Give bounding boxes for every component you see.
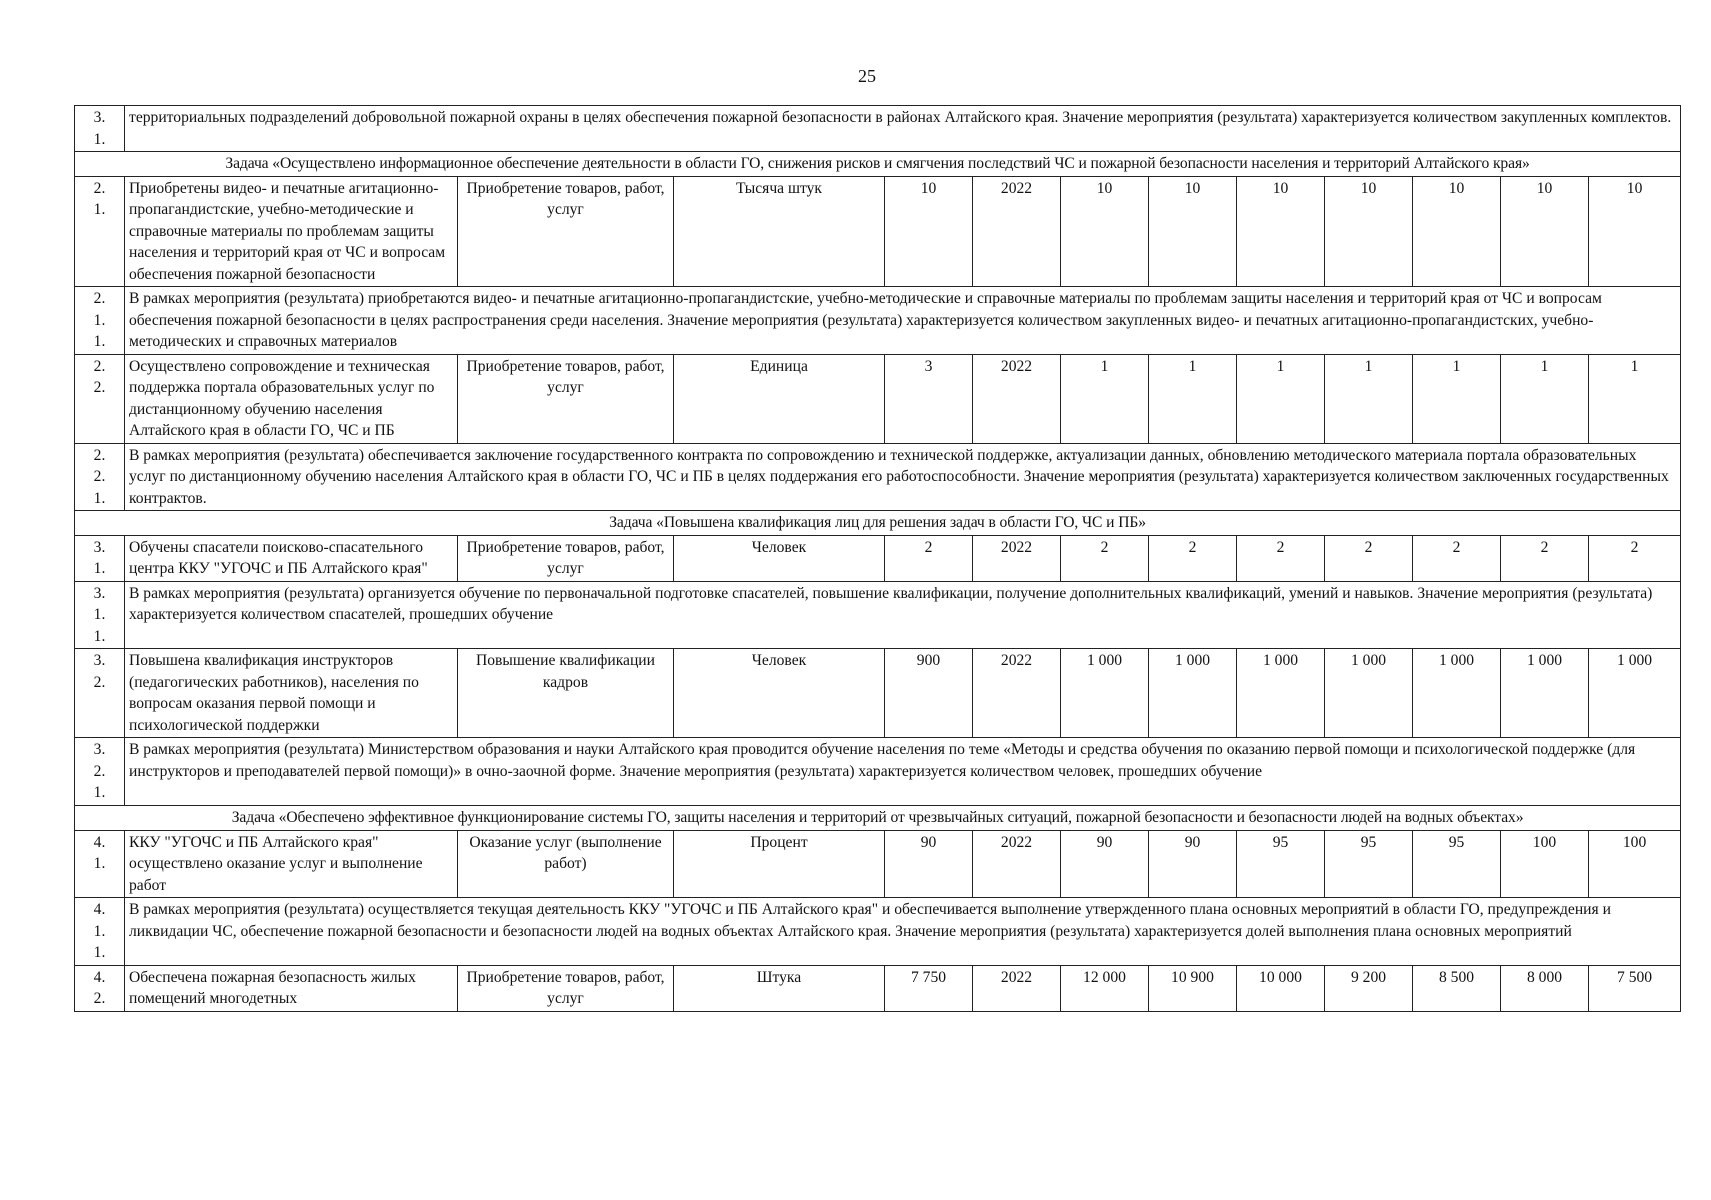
year-value: 10 900	[1149, 965, 1237, 1011]
base-year: 2022	[973, 649, 1061, 738]
year-value: 10	[1061, 176, 1149, 287]
row-number-part: 1.	[93, 784, 106, 802]
description-row	[75, 443, 1681, 511]
year-value: 2	[1149, 535, 1237, 581]
result-description: территориальных подразделений добровольной пожарной охраны в целях обеспечения пожарной безопасности в районах Алтайского края. Значение мероприятия (результата) характеризуется количеством закупленных комплектов.	[125, 106, 1681, 152]
year-value: 1 000	[1237, 649, 1325, 738]
unit-of-measure: Процент	[674, 830, 885, 898]
base-value: 90	[885, 830, 973, 898]
base-year: 2022	[973, 535, 1061, 581]
row-number	[75, 106, 125, 152]
row-number-part: 4.	[93, 901, 106, 919]
result-type: Приобретение товаров, работ, услуг	[458, 354, 674, 443]
row-number	[75, 176, 125, 287]
row-number	[75, 535, 125, 581]
row-number	[75, 287, 125, 355]
base-value: 2	[885, 535, 973, 581]
task-row	[75, 511, 1681, 536]
year-value: 1 000	[1589, 649, 1681, 738]
row-number-part: 1.	[93, 560, 106, 578]
base-value: 3	[885, 354, 973, 443]
row-number	[75, 898, 125, 966]
row-number	[75, 965, 125, 1011]
row-number-part: 3.	[93, 741, 106, 759]
row-number-part: 4.	[93, 833, 106, 851]
description-row	[75, 287, 1681, 355]
row-number-part: 3.	[93, 538, 106, 556]
year-value: 1 000	[1501, 649, 1589, 738]
result-row	[75, 965, 1681, 1011]
year-value: 2	[1501, 535, 1589, 581]
base-value: 10	[885, 176, 973, 287]
row-number-part: 1.	[93, 311, 106, 329]
result-name: Приобретены видео- и печатные агитационно-пропагандистские, учебно-методические и справочные материалы по проблемам защиты населения и территорий края от ЧС и вопросам обеспечения пожарной безопасности	[125, 176, 458, 287]
year-value: 1	[1589, 354, 1681, 443]
result-row	[75, 354, 1681, 443]
year-value: 10	[1237, 176, 1325, 287]
base-year: 2022	[973, 830, 1061, 898]
row-number-part: 2.	[93, 179, 106, 197]
row-number-part: 3.	[93, 109, 106, 126]
row-number-part: 2.	[93, 468, 106, 486]
year-value: 10	[1149, 176, 1237, 287]
indicators-table	[74, 105, 1681, 1012]
task-title: Задача «Повышена квалификация лиц для решения задач в области ГО, ЧС и ПБ»	[75, 511, 1681, 536]
year-value: 10 000	[1237, 965, 1325, 1011]
year-value: 95	[1325, 830, 1413, 898]
row-number-part: 1.	[93, 489, 106, 507]
page-number: 25	[858, 66, 876, 86]
unit-of-measure: Тысяча штук	[674, 176, 885, 287]
base-year: 2022	[973, 354, 1061, 443]
row-number-part: 1.	[93, 201, 106, 219]
year-value: 1 000	[1325, 649, 1413, 738]
row-number-part: 2.	[93, 379, 106, 397]
year-value: 7 500	[1589, 965, 1681, 1011]
result-row	[75, 176, 1681, 287]
year-value: 90	[1061, 830, 1149, 898]
result-name: Обучены спасатели поисково-спасательного центра ККУ "УГОЧС и ПБ Алтайского края"	[125, 535, 458, 581]
result-row	[75, 535, 1681, 581]
row-number-part: 3.	[93, 652, 106, 670]
year-value: 10	[1501, 176, 1589, 287]
result-type: Приобретение товаров, работ, услуг	[458, 965, 674, 1011]
row-number-part: 1.	[93, 922, 106, 940]
row-number-part: 3.	[93, 584, 106, 602]
unit-of-measure: Человек	[674, 649, 885, 738]
year-value: 10	[1413, 176, 1501, 287]
description-row	[75, 898, 1681, 966]
year-value: 90	[1149, 830, 1237, 898]
row-number	[75, 443, 125, 511]
year-value: 2	[1237, 535, 1325, 581]
row-number-part: 2.	[93, 990, 106, 1008]
result-description: В рамках мероприятия (результата) приобретаются видео- и печатные агитационно-пропагандистские, учебно-методические и справочные материалы по проблемам защиты населения и территорий края от ЧС и вопросам обеспечения пожарной безопасности в целях распространения среди населения. Значение мероприятия (результата) характеризуется количеством закупленных видео- и печатных агитационно-пропагандистских, учебно-методических и справочных материалов	[125, 287, 1681, 355]
result-description: В рамках мероприятия (результата) организуется обучение по первоначальной подготовке спасателей, повышение квалификации, получение дополнительных квалификаций, умений и навыков. Значение мероприятия (результата) характеризуется количеством спасателей, прошедших обучение	[125, 581, 1681, 649]
year-value: 1	[1149, 354, 1237, 443]
result-name: Повышена квалификация инструкторов (педагогических работников), населения по вопросам оказания первой помощи и психологической поддержки	[125, 649, 458, 738]
result-row	[75, 830, 1681, 898]
row-number-part: 1.	[93, 944, 106, 962]
year-value: 100	[1501, 830, 1589, 898]
year-value: 10	[1325, 176, 1413, 287]
row-number-part: 4.	[93, 968, 106, 986]
row-number	[75, 738, 125, 806]
row-number	[75, 830, 125, 898]
year-value: 8 500	[1413, 965, 1501, 1011]
row-number-part: 2.	[93, 357, 106, 375]
row-number-part: 2.	[93, 446, 106, 464]
result-description: В рамках мероприятия (результата) обеспечивается заключение государственного контракта по сопровождению и технической поддержке, актуализации данных, обновлению методического материала портала образовательных услуг по дистанционному обучению населения Алтайского края в области ГО, ЧС и ПБ в целях поддержания его работоспособности. Значение мероприятия (результата) характеризуется количеством заключенных государственных контрактов.	[125, 443, 1681, 511]
year-value: 1	[1325, 354, 1413, 443]
year-value: 9 200	[1325, 965, 1413, 1011]
year-value: 1	[1413, 354, 1501, 443]
unit-of-measure: Штука	[674, 965, 885, 1011]
year-value: 95	[1237, 830, 1325, 898]
result-name: Осуществлено сопровождение и техническая поддержка портала образовательных услуг по дистанционному обучению населения Алтайского края в области ГО, ЧС и ПБ	[125, 354, 458, 443]
base-year: 2022	[973, 176, 1061, 287]
task-title: Задача «Обеспечено эффективное функционирование системы ГО, защиты населения и территорий от чрезвычайных ситуаций, пожарной безопасности и безопасности людей на водных объектах»	[75, 805, 1681, 830]
year-value: 2	[1413, 535, 1501, 581]
year-value: 1 000	[1149, 649, 1237, 738]
base-year: 2022	[973, 965, 1061, 1011]
result-name: Обеспечена пожарная безопасность жилых помещений многодетных	[125, 965, 458, 1011]
year-value: 12 000	[1061, 965, 1149, 1011]
unit-of-measure: Единица	[674, 354, 885, 443]
year-value: 2	[1061, 535, 1149, 581]
description-row	[75, 581, 1681, 649]
row-number-part: 1.	[93, 627, 106, 645]
table-body	[75, 106, 1681, 1012]
task-row	[75, 805, 1681, 830]
row-number-part: 2.	[93, 762, 106, 780]
year-value: 100	[1589, 830, 1681, 898]
row-number	[75, 581, 125, 649]
year-value: 1 000	[1413, 649, 1501, 738]
result-type: Приобретение товаров, работ, услуг	[458, 176, 674, 287]
result-name: ККУ "УГОЧС и ПБ Алтайского края" осуществлено оказание услуг и выполнение работ	[125, 830, 458, 898]
task-title: Задача «Осуществлено информационное обеспечение деятельности в области ГО, снижения рисков и смягчения последствий ЧС и пожарной безопасности населения и территорий Алтайского края»	[75, 152, 1681, 177]
row-number-part: 1.	[93, 606, 106, 624]
row-number-part: 1.	[93, 333, 106, 351]
result-type: Повышение квалификации кадров	[458, 649, 674, 738]
row-number	[75, 354, 125, 443]
year-value: 8 000	[1501, 965, 1589, 1011]
year-value: 1	[1501, 354, 1589, 443]
row-number-part: 2.	[93, 290, 106, 308]
row-number	[75, 649, 125, 738]
unit-of-measure: Человек	[674, 535, 885, 581]
year-value: 1	[1237, 354, 1325, 443]
result-type: Приобретение товаров, работ, услуг	[458, 535, 674, 581]
description-row	[75, 106, 1681, 152]
task-row	[75, 152, 1681, 177]
year-value: 1	[1061, 354, 1149, 443]
year-value: 2	[1589, 535, 1681, 581]
result-description: В рамках мероприятия (результата) осуществляется текущая деятельность ККУ "УГОЧС и ПБ Алтайского края" и обеспечивается выполнение утвержденного плана основных мероприятий в области ГО, предупреждения и ликвидации ЧС, обеспечение пожарной безопасности и безопасности людей на водных объектах Алтайского края. Значение мероприятия (результата) характеризуется долей выполнения плана основных мероприятий	[125, 898, 1681, 966]
base-value: 7 750	[885, 965, 973, 1011]
row-number-part: 2.	[93, 673, 106, 691]
result-description: В рамках мероприятия (результата) Министерством образования и науки Алтайского края проводится обучение населения по теме «Методы и средства обучения по оказанию первой помощи и психологической поддержке (для инструкторов и преподавателей первой помощи)» в очно-заочной форме. Значение мероприятия (результата) характеризуется количеством человек, прошедших обучение	[125, 738, 1681, 806]
year-value: 2	[1325, 535, 1413, 581]
description-row	[75, 738, 1681, 806]
year-value: 10	[1589, 176, 1681, 287]
row-number-part: 1.	[93, 855, 106, 873]
result-row	[75, 649, 1681, 738]
result-type: Оказание услуг (выполнение работ)	[458, 830, 674, 898]
row-number-part: 1.	[93, 130, 106, 148]
base-value: 900	[885, 649, 973, 738]
year-value: 95	[1413, 830, 1501, 898]
year-value: 1 000	[1061, 649, 1149, 738]
